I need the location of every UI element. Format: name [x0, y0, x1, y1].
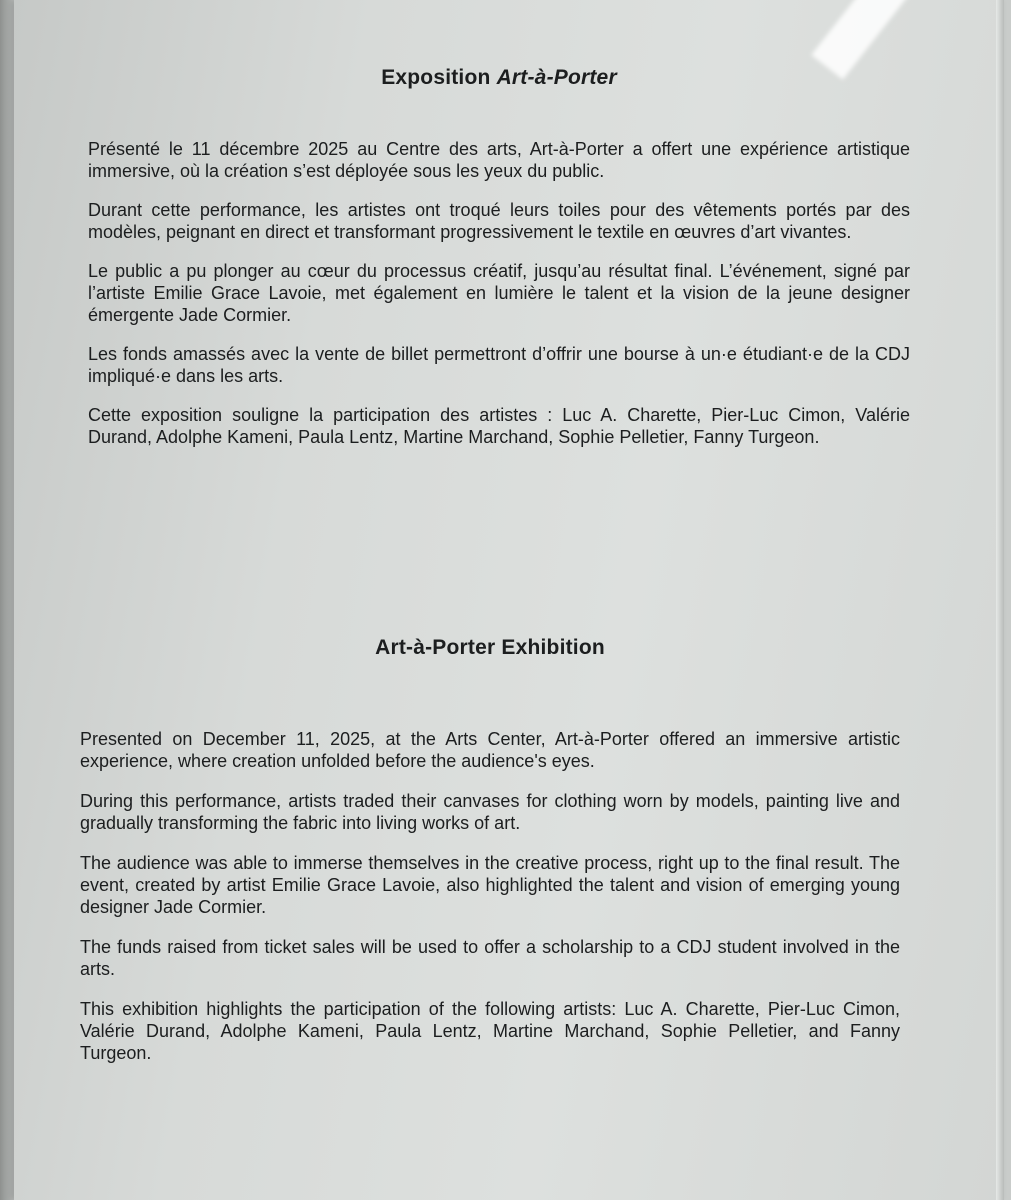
- french-section: [88, 66, 910, 465]
- frame-edge: [0, 0, 14, 1200]
- english-paragraph-4: The funds raised from ticket sales will be used to offer a scholarship to a CDJ student involved in the arts.: [80, 937, 900, 979]
- english-section: [80, 636, 900, 1082]
- english-paragraph-2: During this performance, artists traded their canvases for clothing worn by models, painting live and gradually transforming the fabric into living works of art.: [80, 791, 900, 833]
- french-paragraph-5: Cette exposition souligne la participation des artistes : Luc A. Charette, Pier-Luc Cimon, Valérie Durand, Adolphe Kameni, Paula Lentz, Martine Marchand, Sophie Pelletier, Fanny Turgeon.: [88, 405, 910, 447]
- french-paragraph-3: Le public a pu plonger au cœur du processus créatif, jusqu’au résultat final. L’événement, signé par l’artiste Emilie Grace Lavoie, met également en lumière le talent et la vision de la jeune designer émergente Jade Cormier.: [88, 261, 910, 325]
- french-paragraph-1: Présenté le 11 décembre 2025 au Centre des arts, Art-à-Porter a offert une expérience artistique immersive, où la création s’est déployée sous les yeux du public.: [88, 139, 910, 181]
- english-paragraph-1: Presented on December 11, 2025, at the Arts Center, Art-à-Porter offered an immersive artistic experience, where creation unfolded before the audience's eyes.: [80, 729, 900, 771]
- french-title-prefix: Exposition: [381, 66, 497, 89]
- french-title: [88, 66, 910, 90]
- french-paragraph-2: Durant cette performance, les artistes ont troqué leurs toiles pour des vêtements portés par des modèles, peignant en direct et transformant progressivement le textile en œuvres d’art vivantes.: [88, 200, 910, 242]
- french-paragraph-4: Les fonds amassés avec la vente de billet permettront d’offrir une bourse à un·e étudiant·e de la CDJ impliqué·e dans les arts.: [88, 344, 910, 386]
- french-title-italic: Art-à-Porter: [496, 66, 617, 89]
- english-paragraph-3: The audience was able to immerse themselves in the creative process, right up to the final result. The event, created by artist Emilie Grace Lavoie, also highlighted the talent and vision of emerging young designer Jade Cormier.: [80, 853, 900, 917]
- sheet-right-edge: [996, 0, 1004, 1200]
- english-title: Art-à-Porter Exhibition: [375, 636, 605, 659]
- english-paragraph-5: This exhibition highlights the participation of the following artists: Luc A. Charette, Pier-Luc Cimon, Valérie Durand, Adolphe Kameni, Paula Lentz, Martine Marchand, Sophie Pelletier, and Fanny Turgeon.: [80, 999, 900, 1063]
